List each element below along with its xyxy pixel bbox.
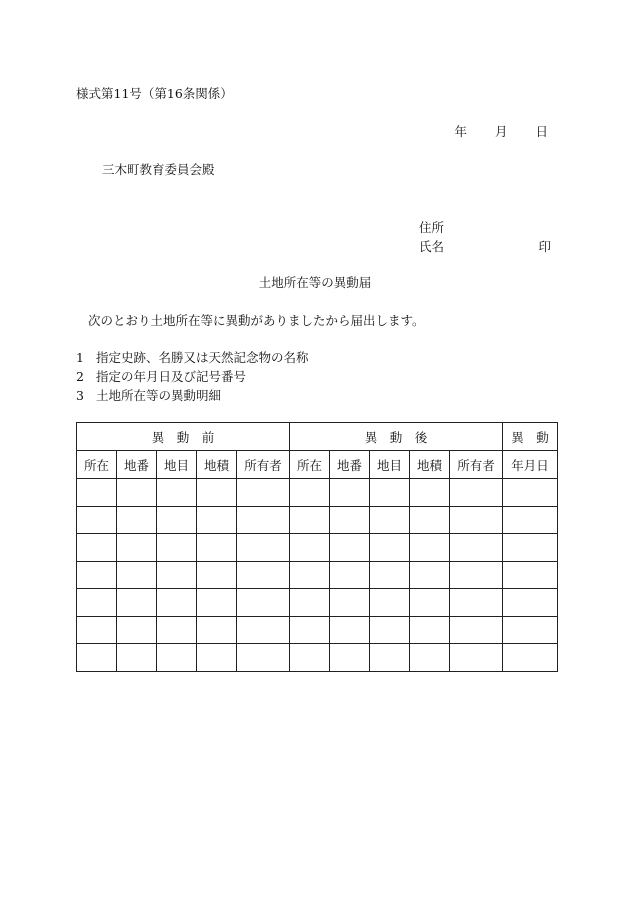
table-cell xyxy=(117,479,157,507)
table-cell xyxy=(237,506,290,534)
table-cell xyxy=(450,616,503,644)
table-cell xyxy=(237,644,290,672)
col-before-lot-number: 地番 xyxy=(117,451,157,479)
header-before-change: 異 動 前 xyxy=(77,423,290,451)
table-cell xyxy=(77,561,117,589)
table-cell xyxy=(370,479,410,507)
header-after-change: 異 動 後 xyxy=(290,423,503,451)
table-cell xyxy=(290,506,330,534)
list-item xyxy=(76,386,309,405)
col-after-area: 地積 xyxy=(410,451,450,479)
item-number: 2 xyxy=(76,369,84,384)
address-label: 住所 xyxy=(419,220,445,235)
table-cell xyxy=(237,479,290,507)
header-change-date-top: 異 動 xyxy=(503,423,558,451)
table-cell xyxy=(237,589,290,617)
item-number: 1 xyxy=(76,350,84,365)
table-cell xyxy=(503,561,558,589)
table-cell xyxy=(330,479,370,507)
item-text: 土地所在等の異動明細 xyxy=(96,388,222,403)
table-cell xyxy=(503,479,558,507)
table-cell xyxy=(157,506,197,534)
table-row xyxy=(77,589,558,617)
table-cell xyxy=(117,644,157,672)
table-cell xyxy=(117,561,157,589)
item-list xyxy=(76,348,309,405)
table-row xyxy=(77,506,558,534)
table-cell xyxy=(77,506,117,534)
table-cell xyxy=(450,534,503,562)
table-row xyxy=(77,561,558,589)
list-item xyxy=(76,348,309,367)
table-cell xyxy=(157,534,197,562)
table-cell xyxy=(450,561,503,589)
table-cell xyxy=(450,589,503,617)
col-before-owner: 所有者 xyxy=(237,451,290,479)
date-line xyxy=(454,122,548,140)
date-month-label: 月 xyxy=(494,124,508,139)
table-cell xyxy=(77,616,117,644)
col-before-area: 地積 xyxy=(197,451,237,479)
table-cell xyxy=(237,534,290,562)
table-cell xyxy=(410,506,450,534)
table-cell xyxy=(157,479,197,507)
table-cell xyxy=(410,644,450,672)
table-cell xyxy=(117,589,157,617)
table-cell xyxy=(197,589,237,617)
table-cell xyxy=(237,616,290,644)
table-cell xyxy=(157,561,197,589)
table-cell xyxy=(290,561,330,589)
table-cell xyxy=(197,534,237,562)
table-cell xyxy=(450,506,503,534)
seal-label: 印 xyxy=(538,239,551,254)
item-text: 指定の年月日及び記号番号 xyxy=(96,369,247,384)
name-label: 氏名 xyxy=(419,239,445,254)
table-cell xyxy=(117,534,157,562)
table-cell xyxy=(197,561,237,589)
table-cell xyxy=(503,506,558,534)
table-cell xyxy=(290,589,330,617)
table-cell xyxy=(330,506,370,534)
table-cell xyxy=(370,589,410,617)
table-cell xyxy=(503,616,558,644)
table-cell xyxy=(330,616,370,644)
table-cell xyxy=(290,534,330,562)
table-cell xyxy=(410,616,450,644)
table-row xyxy=(77,534,558,562)
item-text: 指定史跡、名勝又は天然記念物の名称 xyxy=(96,350,309,365)
table-cell xyxy=(410,589,450,617)
table-cell xyxy=(410,534,450,562)
table-cell xyxy=(77,479,117,507)
form-number: 様式第11号（第16条関係） xyxy=(76,86,233,101)
list-item xyxy=(76,367,309,386)
table-cell xyxy=(290,479,330,507)
col-after-location: 所在 xyxy=(290,451,330,479)
address-row xyxy=(419,218,551,237)
table-cell xyxy=(370,644,410,672)
table-cell xyxy=(370,534,410,562)
table-cell xyxy=(410,479,450,507)
col-after-lot-number: 地番 xyxy=(330,451,370,479)
header-change-date-bottom: 年月日 xyxy=(503,451,558,479)
table-cell xyxy=(157,616,197,644)
col-after-land-category: 地目 xyxy=(370,451,410,479)
table-cell xyxy=(503,644,558,672)
table-cell xyxy=(197,616,237,644)
table-cell xyxy=(290,616,330,644)
table-cell xyxy=(197,506,237,534)
table-cell xyxy=(290,644,330,672)
table-cell xyxy=(197,479,237,507)
change-details-table xyxy=(76,422,558,672)
table-row xyxy=(77,616,558,644)
table-cell xyxy=(77,644,117,672)
table-cell xyxy=(197,644,237,672)
table-cell xyxy=(330,589,370,617)
table-cell xyxy=(503,589,558,617)
item-number: 3 xyxy=(76,388,84,403)
table-header-row xyxy=(77,423,558,451)
applicant-block xyxy=(419,218,551,256)
addressee: 三木町教育委員会殿 xyxy=(102,162,215,177)
table-cell xyxy=(117,616,157,644)
table-cell xyxy=(410,561,450,589)
table-cell xyxy=(450,479,503,507)
table-cell xyxy=(450,644,503,672)
table-cell xyxy=(237,561,290,589)
date-day-label: 日 xyxy=(535,124,548,139)
col-before-location: 所在 xyxy=(77,451,117,479)
table-cell xyxy=(157,589,197,617)
table-cell xyxy=(370,616,410,644)
table-row xyxy=(77,479,558,507)
table-row xyxy=(77,644,558,672)
name-row xyxy=(419,237,551,256)
table-subheader-row xyxy=(77,451,558,479)
intro-text: 次のとおり土地所在等に異動がありましたから届出します。 xyxy=(88,313,425,328)
table-cell xyxy=(370,561,410,589)
table-cell xyxy=(330,534,370,562)
col-after-owner: 所有者 xyxy=(450,451,503,479)
table-cell xyxy=(77,589,117,617)
table-cell xyxy=(503,534,558,562)
table-cell xyxy=(370,506,410,534)
document-title: 土地所在等の異動届 xyxy=(258,275,372,290)
table-body xyxy=(77,479,558,672)
table-cell xyxy=(330,561,370,589)
table-cell xyxy=(117,506,157,534)
table-cell xyxy=(157,644,197,672)
date-year-label: 年 xyxy=(454,124,467,139)
table-cell xyxy=(77,534,117,562)
table-cell xyxy=(330,644,370,672)
col-before-land-category: 地目 xyxy=(157,451,197,479)
